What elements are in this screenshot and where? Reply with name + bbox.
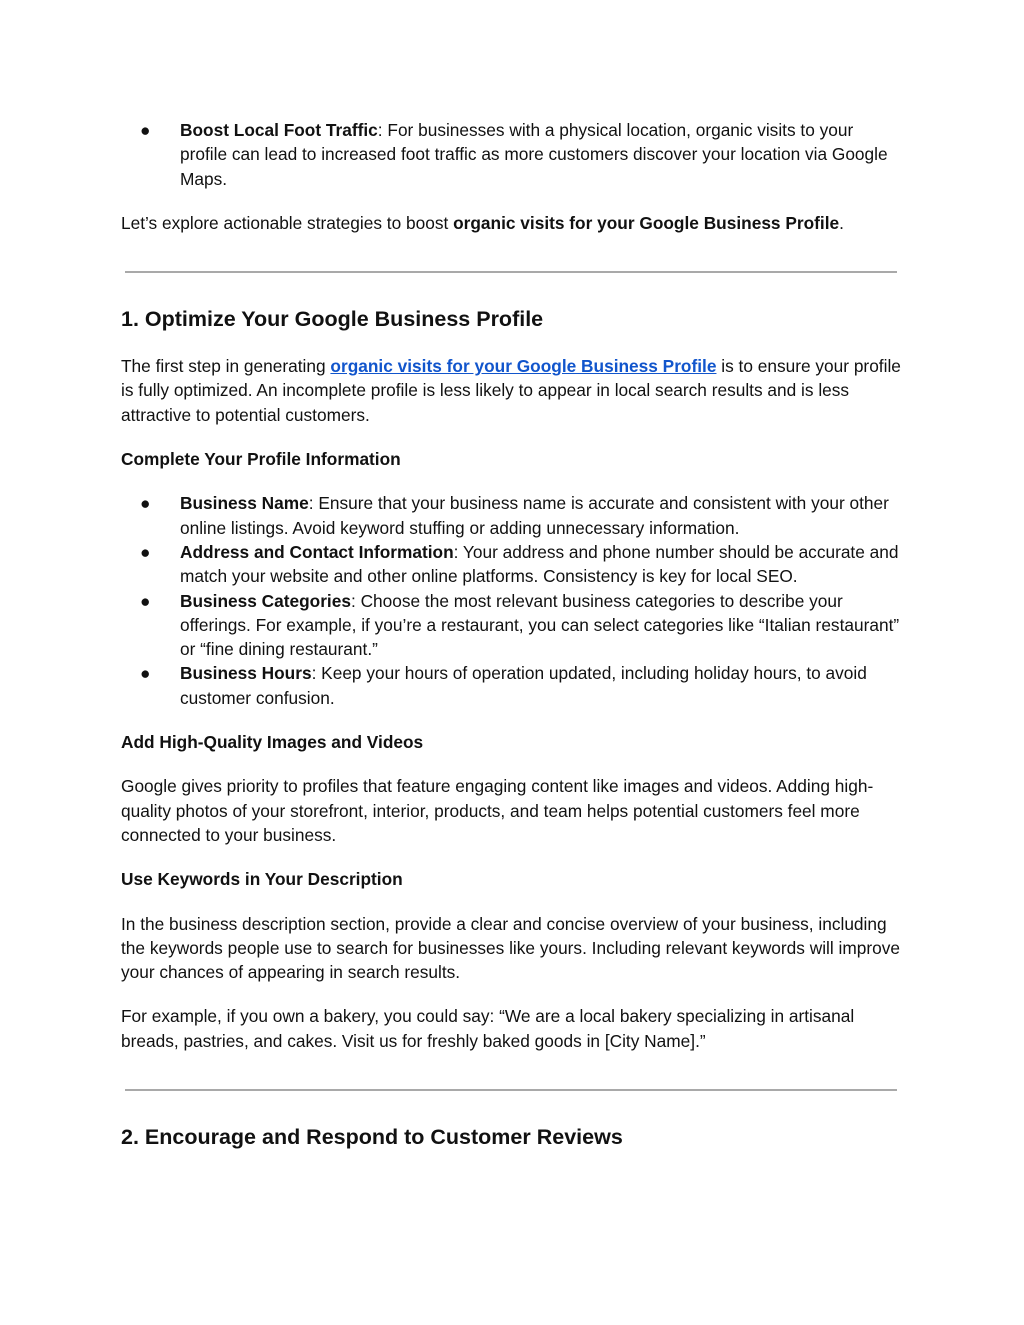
section1-intro bbox=[121, 354, 903, 427]
bullet-text: : For businesses with a physical location, organic visits to your profile can lead to increased foot traffic as more customers discover your location via Google Maps. bbox=[180, 120, 888, 189]
bullet-text: : Your address and phone number should be accurate and match your website and other online platforms. Consistency is key for local SEO. bbox=[180, 541, 899, 587]
bullet-icon: ● bbox=[140, 663, 151, 684]
bullet-text: : Ensure that your business name is accurate and consistent with your other online listings. Avoid keyword stuffing or adding unnecessary information. bbox=[180, 493, 889, 538]
bakery-example-paragraph: For example, if you own a bakery, you could say: “We are a local bakery specializing in artisanal breads, pastries, and cakes. Visit us for freshly baked goods in [City Name].” bbox=[121, 1006, 855, 1051]
profile-info-list bbox=[121, 491, 903, 710]
bullet-bold: Business Name bbox=[180, 493, 309, 514]
section-divider bbox=[125, 271, 897, 273]
images-paragraph: Google gives priority to profiles that feature engaging content like images and videos. Adding high-quality photos of your storefront, interior, products, and team helps potential customers feel more connected to your business. bbox=[121, 776, 874, 845]
bullet-bold: Business Categories bbox=[180, 590, 351, 611]
document-content bbox=[121, 118, 903, 1151]
explore-bold: organic visits for your Google Business Profile bbox=[453, 212, 840, 233]
bullet-text: : Choose the most relevant business categories to describe your offerings. For example, if you’re a restaurant, you can select categories like “Italian restaurant” or “fine dining restaurant.” bbox=[180, 590, 900, 660]
section1-heading: 1. Optimize Your Google Business Profile bbox=[121, 307, 544, 332]
bullet-icon: ● bbox=[140, 541, 151, 562]
list-item bbox=[121, 540, 903, 589]
intro-post: is to ensure your profile is fully optimized. An incomplete profile is less likely to appear in local search results and is less attractive to potential customers. bbox=[121, 356, 901, 425]
explore-post: . bbox=[839, 212, 844, 233]
keywords-paragraph: In the business description section, provide a clear and concise overview of your business, including the keywords people use to search for businesses like yours. Including relevant keywords will improve your chances of appearing in search results. bbox=[121, 913, 900, 983]
bullet-bold: Business Hours bbox=[180, 663, 312, 684]
bullet-bold: Boost Local Foot Traffic bbox=[180, 120, 378, 140]
subheading-images-videos: Add High-Quality Images and Videos bbox=[121, 732, 424, 753]
explore-paragraph bbox=[121, 211, 903, 235]
bullet-icon: ● bbox=[140, 493, 151, 514]
explore-pre: Let’s explore actionable strategies to boost bbox=[121, 212, 454, 233]
list-item bbox=[121, 589, 903, 662]
list-item bbox=[121, 491, 903, 540]
bullet-text: : Keep your hours of operation updated, including holiday hours, to avoid customer confusion. bbox=[180, 663, 867, 708]
bullet-icon: ● bbox=[140, 120, 151, 140]
intro-pre: The first step in generating bbox=[121, 356, 331, 377]
list-item bbox=[121, 661, 903, 710]
subheading-profile-info: Complete Your Profile Information bbox=[121, 449, 401, 470]
subheading-keywords: Use Keywords in Your Description bbox=[121, 869, 403, 890]
section-divider bbox=[125, 1089, 897, 1091]
list-item bbox=[121, 118, 903, 191]
bullet-icon: ● bbox=[140, 590, 151, 611]
bullet-bold: Address and Contact Information bbox=[180, 541, 454, 562]
section2-heading: 2. Encourage and Respond to Customer Reviews bbox=[121, 1125, 623, 1150]
intro-bullet-list bbox=[121, 118, 903, 191]
organic-visits-link[interactable]: organic visits for your Google Business Profile bbox=[330, 356, 717, 377]
